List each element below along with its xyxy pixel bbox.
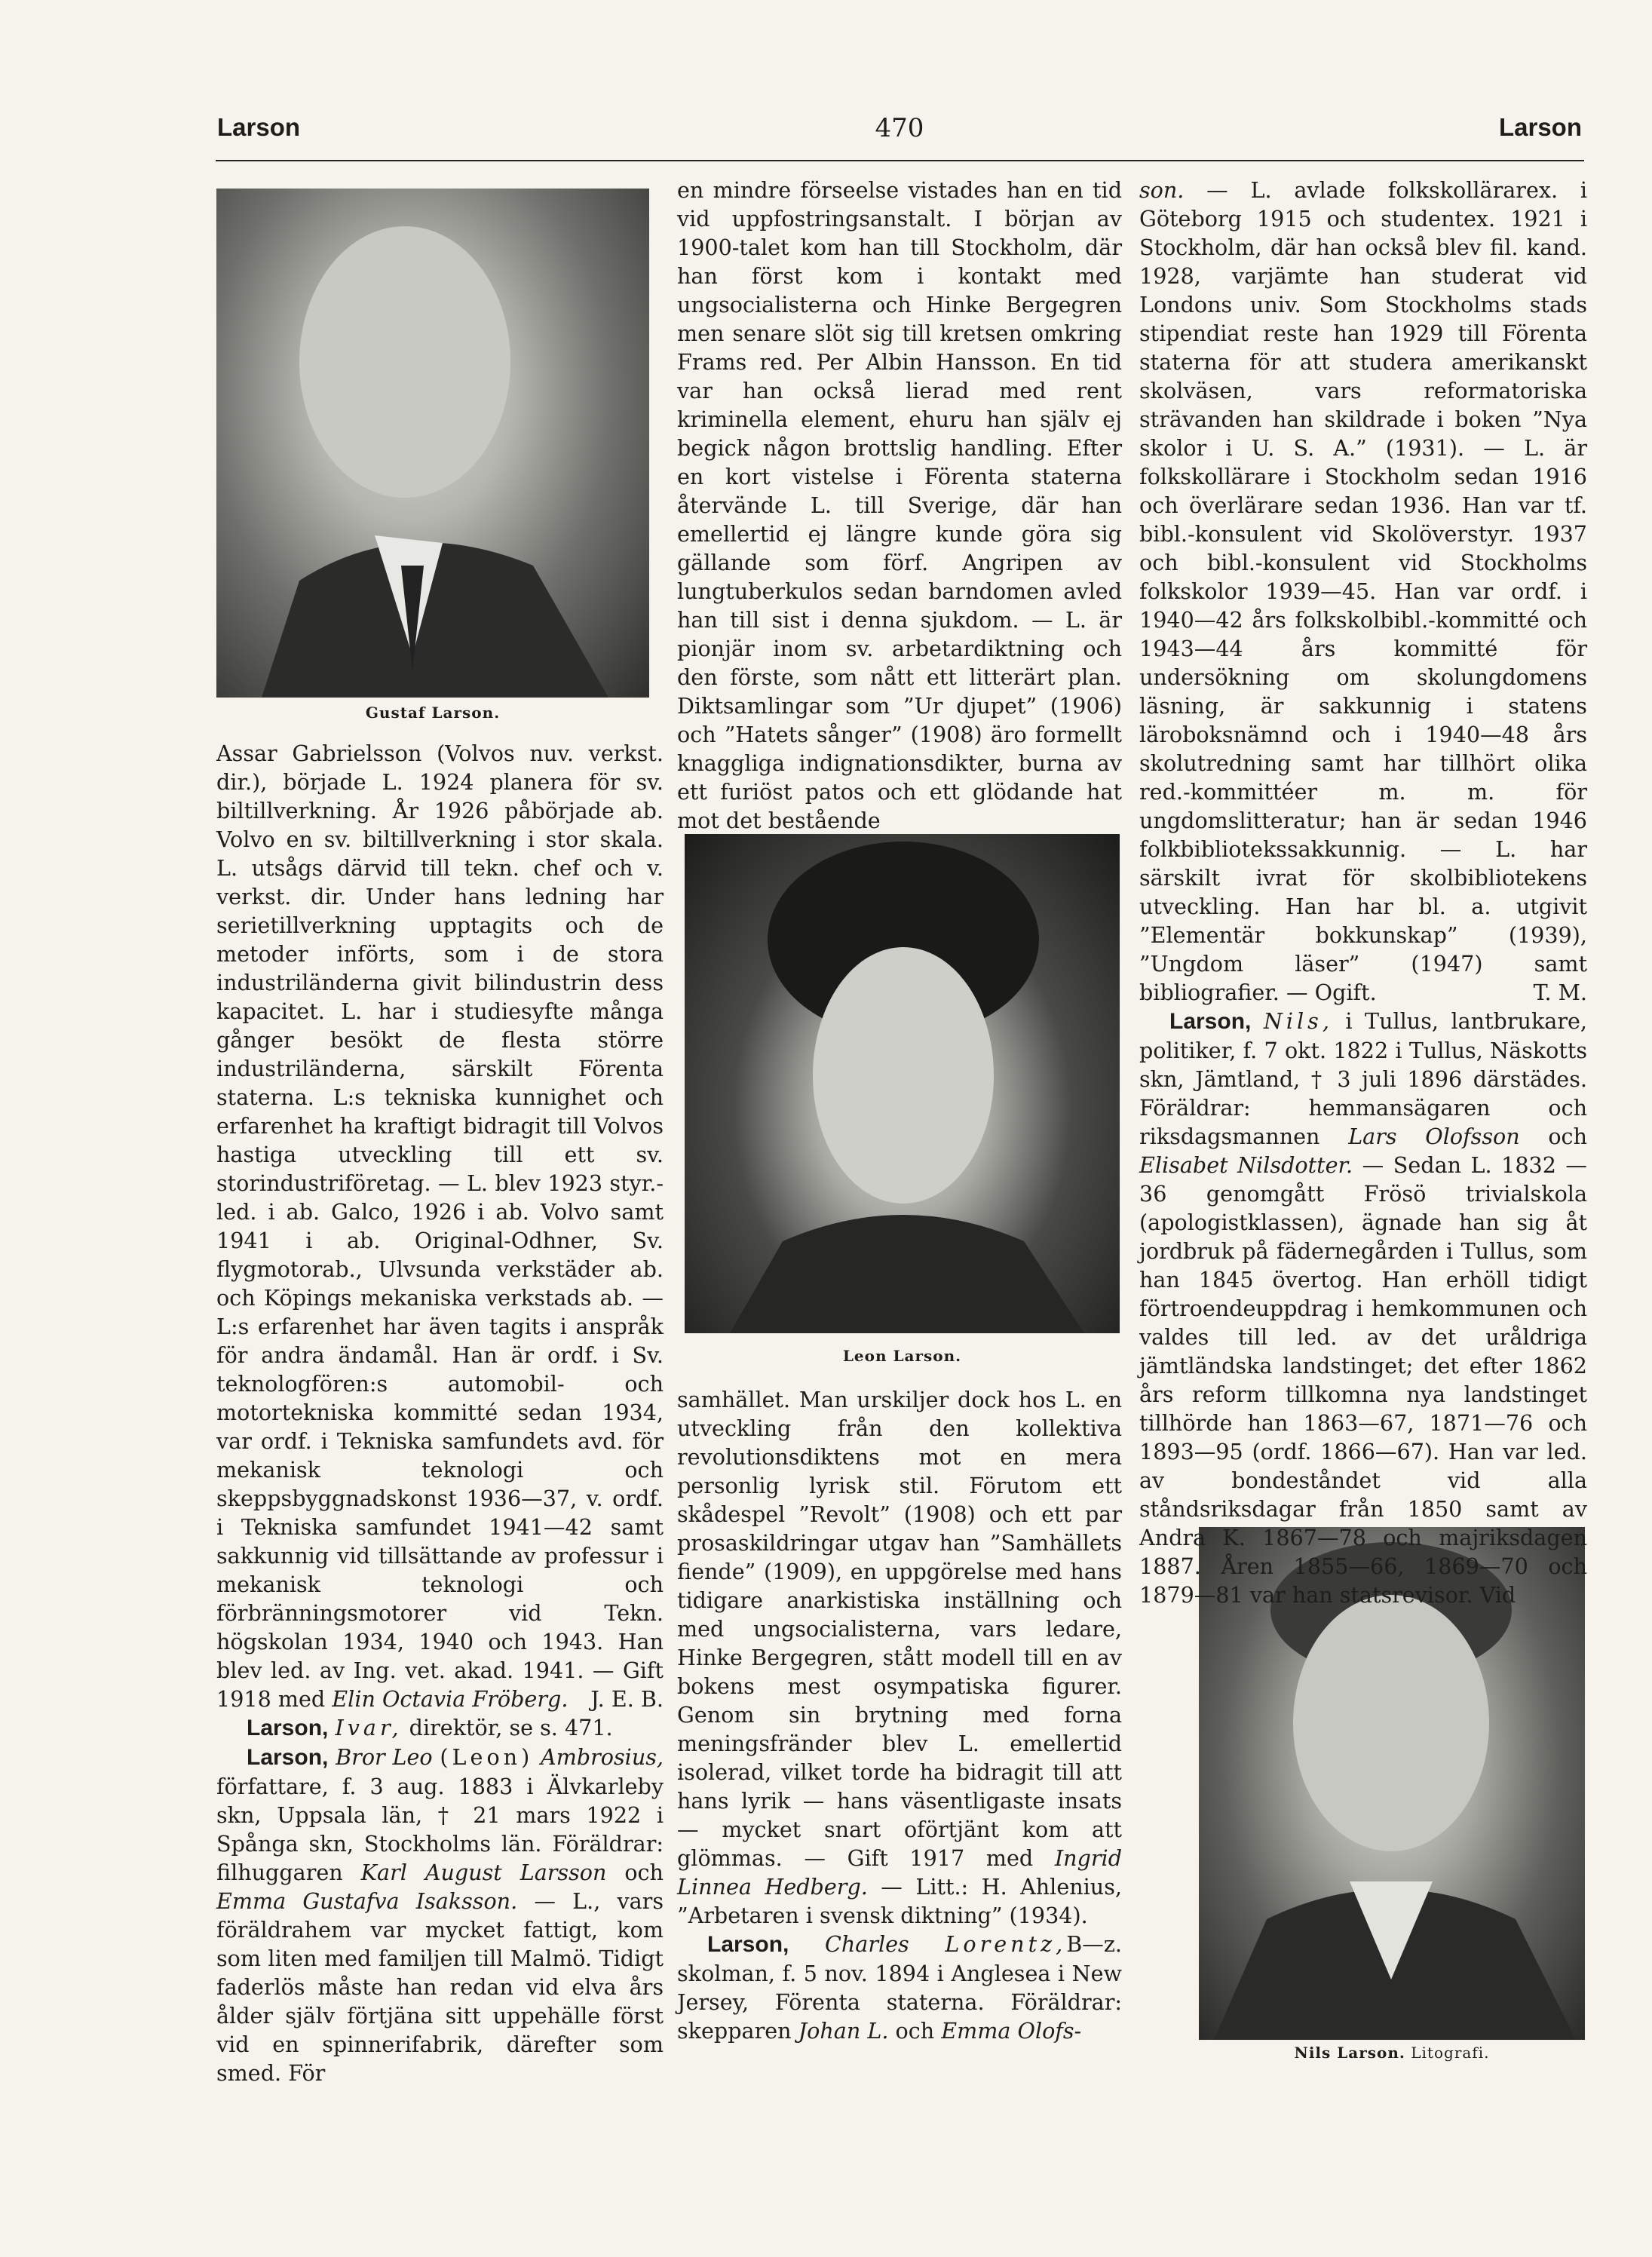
spouse-name: Elin Octavia Fröberg. — [332, 1686, 569, 1712]
entry-surname: Larson, — [247, 1716, 329, 1740]
entry-given-name: Nils, — [1263, 1008, 1333, 1034]
entry-called-name: (Leon) — [440, 1744, 534, 1770]
entry-given-name-2: Ambrosius, — [541, 1744, 664, 1770]
paragraph-gustaf-cont — [216, 739, 664, 1713]
body-text: — L. avlade folkskollärarex. i Göteborg 1915 och studentex. 1921 i Stockholm, där han också blev fil. kand. 1928, varjämte han studerat vid Londons univ. Som Stockholms stads stipendiat reste han 1929 till Förenta staterna för att studera amerikanskt skolväsen, vars reformatoriska strävanden han skildrade i boken ”Nya skolor i U. S. A.” (1931). — L. är folkskollärare i Stockholm sedan 1916 och överlärare sedan 1936. Han var tf. bibl.-konsulent vid Skolöverstyr. 1937 och bibl.-konsulent vid Stockholms folkskolor 1939—45. Han var ordf. i 1940—42 års folkskolbibl.-kommitté och 1943—44 års kommitté för undersökning om skolungdomens läsning, är sakkunnig i statens läroboksnämnd och i 1940—48 års skolutredning samt har tillhört olika red.-kommittéer m. m. för ungdomslitteratur; han är sedan 1946 folkbibliotekssakkunnig. — L. har särskilt ivrat för skolbibliotekens utveckling. Han har bl. a. utgivit ”Elementär bokkunskap” (1939), ”Ungdom läser” (1947) samt bibliografier. — Ogift. — [1139, 177, 1587, 1005]
entry-given-name-2: Lorentz, — [945, 1931, 1067, 1957]
mother-name: Emma Gustafva Isaksson. — [216, 1888, 518, 1914]
entry-given-name: Ivar, — [335, 1715, 403, 1740]
caption-text: Gustaf Larson. — [365, 704, 501, 722]
father-name: Karl August Larsson — [360, 1860, 607, 1885]
body-text: Assar Gabrielsson (Volvos nuv. verkst. dir.), började L. 1924 planera för sv. biltillverkning. År 1926 påbörjade ab. Volvo en sv. biltillverkning i stor skala. L. utsågs därvid till tekn. chef och v. verkst. dir. Under hans ledning har serietillverkning upptagits och de metoder införts, som i de stora industriländerna givit bilindustrin dess kapacitet. L. har i studiesyfte många gånger besökt de flesta större industriländerna, särskilt Förenta staterna. L:s tekniska kunnighet och erfarenhet ha kraftigt bidragit till Volvos hastiga utveckling till ett sv. storindustriföretag. — L. blev 1923 styr.-led. i ab. Galco, 1926 i ab. Volvo samt 1941 i ab. Original-Odhner, Sv. flygmotorab., Ulvsunda verkstäder ab. och Köpings mekaniska verkstads ab. — L:s erfarenhet har även tagits i anspråk för andra ändamål. Han är ordf. i Sv. teknologfören:s automobil- och motortekniska kommitté sedan 1934, var ordf. i Tekniska samfundets avd. för mekanisk teknologi och skeppsbyggnadskonst 1936—37, v. ordf. i Tekniska samfundet 1941—42 samt sakkunnig vid tillsättande av professur i mekanisk teknologi och förbränningsmotorer vid Tekn. högskolan 1934, 1940 och 1943. Han blev led. av Ing. vet. akad. 1941. — Gift 1918 med — [216, 741, 664, 1712]
conjunction: och — [624, 1860, 664, 1885]
running-head-right: Larson — [1498, 113, 1582, 141]
entry-surname: Larson, — [707, 1932, 789, 1957]
body-text: — L., vars föräldrahem var mycket fattigt, kom som liten med familjen till Malmö. Tidigt faderlös måste han redan vid elva års ålder själv förtjäna sitt uppehälle först vid en spinnerifabrik, därefter som smed. För — [216, 1888, 664, 2086]
author-signature: J. E. B. — [590, 1686, 664, 1712]
page-header — [217, 113, 1582, 166]
mother-name: Elisabet Nilsdotter. — [1139, 1152, 1353, 1178]
header-rule — [216, 160, 1584, 161]
caption-leon — [685, 1347, 1120, 1365]
mother-name: Emma Olofs- — [941, 2018, 1082, 2044]
column-2-bottom — [677, 1385, 1122, 2045]
entry-nils-larson — [1139, 1007, 1587, 1609]
caption-nils — [1199, 2044, 1585, 2062]
body-text: — Sedan L. 1832 —36 genomgått Frösö trivialskola (apologistklassen), ägnade han sig åt jordbruk på fädernegården i Tullus, som han 1845 övertog. Han erhöll tidigt förtroendeuppdrag i hemkommunen och valdes till led. av det uråldriga jämtländska landstinget; det efter 1862 års reform tillkomna nya landstinget tillhörde han 1863—67, 1871—76 och 1893—95 (ordf. 1866—67). Han var led. av bondeståndet vid alla ståndsriksdagar från 1850 samt av Andra K. 1867—78 och majriksdagen 1887. Åren 1855—66, 1869—70 och 1879—81 var han statsrevisor. Vid — [1139, 1152, 1588, 1608]
father-name: Lars Olofsson — [1348, 1124, 1520, 1149]
caption-text: Nils Larson. — [1294, 2044, 1405, 2062]
author-signature: B—z. — [1066, 1931, 1122, 1957]
entry-given-name: Charles — [824, 1931, 909, 1957]
caption-text: Leon Larson. — [842, 1347, 962, 1365]
body-text: i Tullus, lantbrukare, politiker, f. 7 okt. 1822 i Tullus, Näskotts skn, Jämtland, † 3 juli 1896 därstädes. Föräldrar: hemmansägaren och riksdagsmannen — [1139, 1008, 1587, 1149]
column-3 — [1139, 176, 1587, 1609]
column-1 — [216, 739, 664, 2087]
portrait-leon-larson — [685, 834, 1120, 1333]
entry-given-name: Bror Leo — [336, 1744, 433, 1770]
caption-gustaf — [216, 704, 649, 722]
running-head-left: Larson — [217, 113, 301, 141]
entry-surname: Larson, — [1169, 1009, 1252, 1034]
body-text: direktör, se s. 471. — [409, 1715, 613, 1740]
entry-leon-larson — [216, 1743, 664, 2087]
body-text: skolman, f. 5 nov. 1894 i Anglesea i New Jersey, Förenta staterna. Föräldrar: skepparen — [677, 1961, 1122, 2044]
portrait-figure — [216, 189, 649, 698]
mother-name-end: son. — [1139, 177, 1185, 203]
entry-charles-larson — [677, 1930, 1122, 2045]
entry-surname: Larson, — [247, 1745, 329, 1770]
portrait-figure — [685, 834, 1120, 1333]
column-2-top — [677, 176, 1122, 835]
caption-note: Litografi. — [1411, 2044, 1490, 2062]
body-text: en mindre förseelse vistades han en tid vid uppfostringsanstalt. I början av 1900-talet kom han till Stockholm, där han först kom i kontakt med ungsocialisterna och Hinke Bergegren men senare slöt sig till kretsen omkring Frams red. Per Albin Hansson. En tid var han också lierad med rent kriminella element, ehuru han själv ej begick någon brottslig handling. Efter en kort vistelse i Förenta staterna återvände L. till Sverige, där han emellertid ej längre kunde göra sig gällande som förf. Angripen av lungtuberkulos sedan barndomen avled han till sist i denna sjukdom. — L. är pionjär inom sv. arbetardiktning och den förste, som nått ett litterärt plan. Diktsamlingar som ”Ur djupet” (1906) och ”Hatets sånger” (1908) äro formellt knaggliga indignationsdikter, burna av ett furiöst patos och ett glödande hat mot det bestående — [677, 177, 1122, 833]
father-name: Johan L. — [798, 2018, 889, 2044]
author-signature: T. M. — [1533, 980, 1587, 1005]
portrait-gustaf-larson — [216, 189, 649, 698]
conjunction: och — [1548, 1124, 1587, 1149]
spouse-name: Ingrid Linnea Hedberg. — [677, 1845, 1122, 1900]
paragraph-charles-cont — [1139, 176, 1587, 1007]
page-number: 470 — [875, 113, 924, 143]
body-text: samhället. Man urskiljer dock hos L. en utveckling från den kollektiva revolutionsdiktens mot en mera personlig lyrisk stil. Förutom ett skådespel ”Revolt” (1908) och ett par prosaskildringar utgav han ”Samhällets fiende” (1909), en uppgörelse med hans tidigare anarkistiska inställning och med ungsocialisterna, vars ledare, Hinke Bergegren, stått modell till en av bokens mest osympatiska figurer. Genom sin brytning med forna meningsfränder blev L. emellertid isolerad, vilket torde ha bidragit till att hans lyrik — hans väsentligaste insats — mycket snart oförtjänt kom att glömmas. — Gift 1917 med — [677, 1387, 1122, 1871]
conjunction: och — [895, 2018, 935, 2044]
body-text: författare, f. 3 aug. 1883 i Älvkarleby skn, Uppsala län, † 21 mars 1922 i Spånga skn, Stockholms län. Föräldrar: filhuggaren — [216, 1774, 664, 1885]
entry-ivar-larson — [216, 1713, 664, 1743]
body-text: — Litt.: H. Ahlenius, ”Arbetaren i svensk diktning” (1934). — [677, 1874, 1122, 1928]
